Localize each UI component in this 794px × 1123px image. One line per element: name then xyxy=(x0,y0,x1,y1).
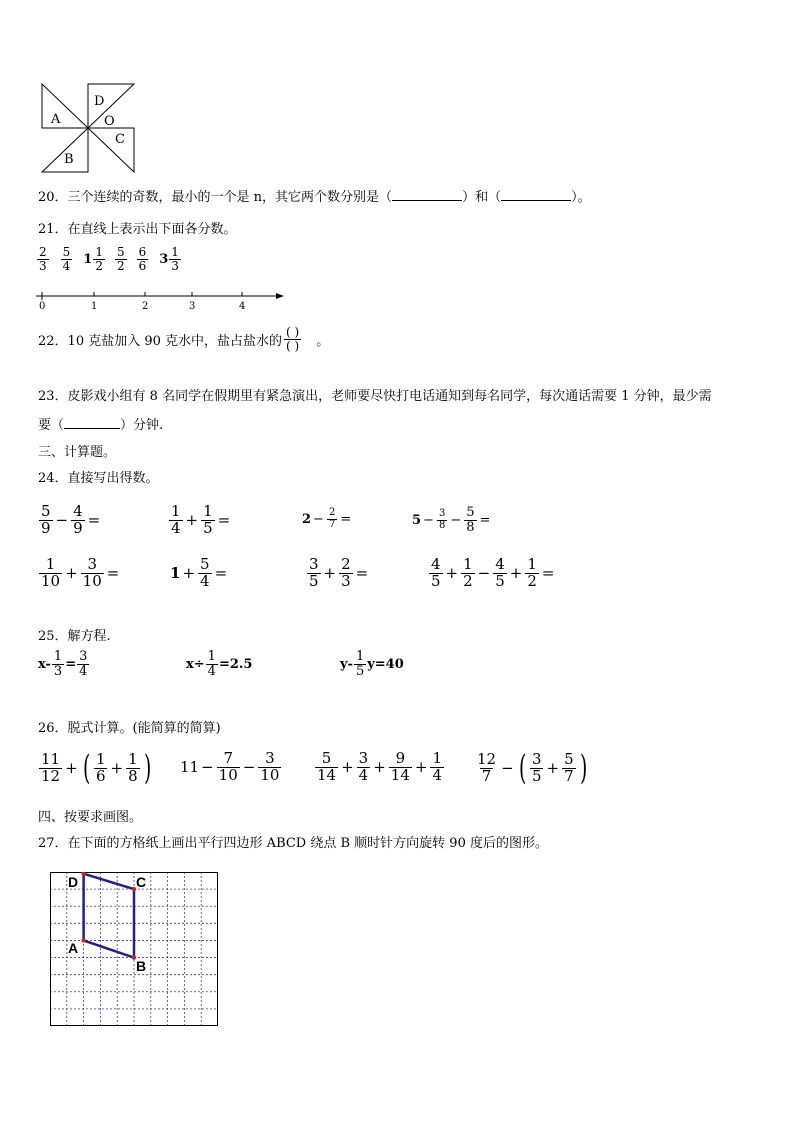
fraction: $\frac{1}{2}$ xyxy=(95,245,103,273)
expression: 1 + $\frac{5}{4}$ = xyxy=(170,555,228,590)
equation: x- $\frac{1}{3}$ = $\frac{3}{4}$ xyxy=(38,649,88,679)
parallelogram-abcd xyxy=(84,874,134,958)
label-o: O xyxy=(104,114,115,129)
expression: $\frac{4}{5}$ + $\frac{1}{2}$ − $\frac{4}{5}$ + $\frac{1}{2}$ = xyxy=(431,555,555,590)
fraction-list: $\frac{2}{3}$ $\frac{5}{4}$ 1 $\frac{1}{2}$ $\frac{5}{2}$ $\frac{6}{6}$ 3 $\frac{1}{3}$ xyxy=(39,245,179,273)
label-b: B xyxy=(64,152,74,167)
triangle-a xyxy=(42,84,88,128)
expression: $\frac{5}{14}$ + $\frac{3}{4}$ + $\frac{9}{14}$ + $\frac{1}{4}$ xyxy=(317,749,443,784)
answer-blank[interactable] xyxy=(64,416,120,429)
answer-blank[interactable] xyxy=(392,188,462,201)
fraction: $\frac{5}{2}$ xyxy=(116,245,125,273)
question-22: 22．10 克盐加入 90 克水中，盐占盐水的 $\frac{( )}{( )}$ 。 xyxy=(38,325,330,353)
expression: 11 − $\frac{7}{10}$ − $\frac{3}{10}$ xyxy=(180,749,280,784)
fraction: $\frac{6}{6}$ xyxy=(138,245,147,273)
fraction: $\frac{5}{4}$ xyxy=(62,245,71,273)
expression: $\frac{3}{5}$ + $\frac{2}{3}$ = xyxy=(309,555,369,590)
fraction: $\frac{1}{3}$ xyxy=(171,245,179,273)
section-4-heading: 四、按要求画图。 xyxy=(38,810,143,825)
tick-label: 3 xyxy=(189,301,196,312)
question-27: 27．在下面的方格纸上画出平行四边形 ABCD 绕点 B 顺时针方向旋转 90 度后的图形。 xyxy=(38,836,548,851)
label-b: B xyxy=(136,958,147,974)
question-26: 26．脱式计算。(能简算的简算) xyxy=(38,721,221,736)
answer-fraction[interactable]: $\frac{( )}{( )}$ xyxy=(286,325,300,353)
question-25: 25．解方程. xyxy=(38,629,111,644)
question-23: 23．皮影戏小组有 8 名同学在假期里有紧急演出，老师要尽快打电话通知到每名同学，每次通话需要 1 分钟，最少需 xyxy=(38,389,712,404)
equation: y- $\frac{1}{5}$ y=40 xyxy=(340,649,404,679)
expression: $\frac{11}{12}$ + ( $\frac{1}{6}$ + $\frac{1}{8}$ ) xyxy=(41,748,151,788)
label-c: C xyxy=(136,874,147,890)
vertex-a xyxy=(81,938,85,942)
expression: $\frac{1}{10}$ + $\frac{3}{10}$ = xyxy=(41,555,120,590)
tick-label: 4 xyxy=(239,301,246,312)
question-20: 20．三个连续的奇数，最小的一个是 n，其它两个数分别是（ ）和（ ）。 xyxy=(38,190,591,205)
tick-label: 2 xyxy=(142,301,149,312)
label-a: A xyxy=(51,112,61,127)
question-21: 21．在直线上表示出下面各分数。 xyxy=(38,222,237,237)
question-24: 24．直接写出得数。 xyxy=(38,471,159,486)
label-d: D xyxy=(68,874,79,890)
label-c: C xyxy=(115,132,125,147)
fraction: $\frac{2}{3}$ xyxy=(39,245,47,273)
section-3-heading: 三、计算题。 xyxy=(38,445,117,460)
expression: $\frac{12}{7}$ − ( $\frac{3}{5}$ + $\frac{5}{7}$ ) xyxy=(477,748,587,788)
label-d: D xyxy=(94,94,105,109)
expression: $\frac{5}{9}$ − $\frac{4}{9}$ = xyxy=(41,502,101,537)
triangle-c xyxy=(88,128,134,172)
equation: x÷ $\frac{1}{4}$ =2.5 xyxy=(186,649,253,679)
expression: $\frac{1}{4}$ + $\frac{1}{5}$ = xyxy=(171,502,231,537)
tick-label: 0 xyxy=(39,301,46,312)
expression: 5 − $\frac{3}{8}$ − $\frac{5}{8}$ = xyxy=(412,505,491,535)
answer-blank[interactable] xyxy=(501,188,571,201)
label-a: A xyxy=(68,940,79,956)
expression: 2 − $\frac{2}{7}$ = xyxy=(302,507,352,530)
tick-label: 1 xyxy=(91,301,98,312)
number-line xyxy=(36,290,286,304)
windmill-figure xyxy=(40,82,136,176)
question-23-cont: 要（ ）分钟. xyxy=(38,418,164,433)
